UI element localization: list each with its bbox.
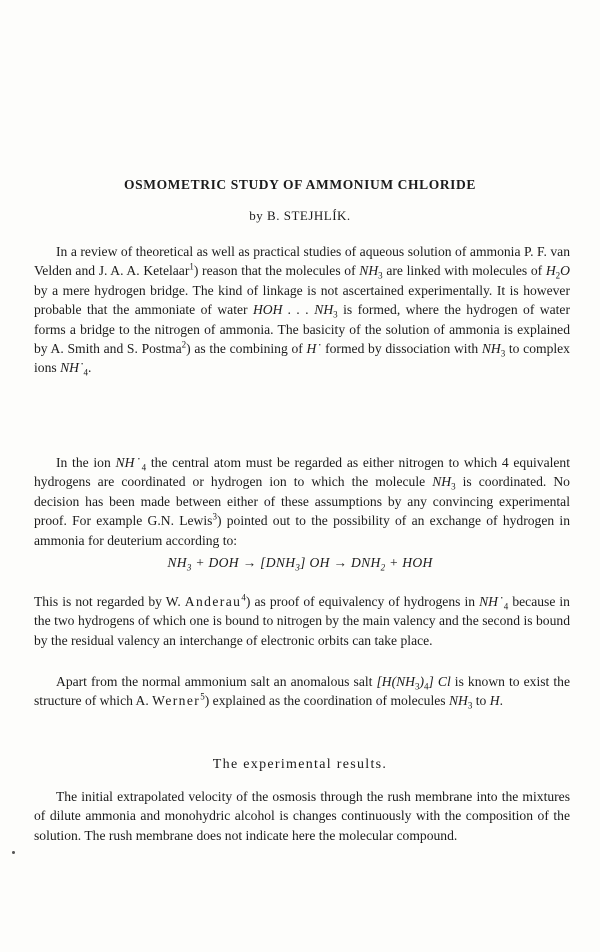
deuterium-exchange-equation: $NH_3$ + DOH → $[DNH_3]$ OH → $DNH_2$ + HOH [167,555,433,573]
paragraph-results: The initial extrapolated velocity of the osmosis through the rush membrane into the mixtures of dilute ammonia and monohydric alcohol is changes continuously with the composition of the solution. The rush membrane does not indicate here the molecular compound. [34,789,570,843]
author-byline: by B. STEJHLÍK. [249,208,351,223]
article-title: OSMOMETRIC STUDY OF AMMONIUM CHLORIDE [124,177,476,192]
section-heading: The experimental results. [212,757,388,772]
paragraph-equivalency: This is not regarded by W. Anderau$^4$) as proof of equivalency of hydrogens in $NH˙_4$ because in the two hydrogens of which one is bound to nitrogen by the main valency and the second is bound by the residual valency an interchange of electronic orbits can take place. [34,592,570,648]
scan-speck [12,851,15,854]
paragraph-anomalous-salt: Apart from the normal ammonium salt an anomalous salt $[H(NH_3)_4]$ Cl is known to exist the structure of which A. Werner$^5$) explained as the coordination of molecules $NH_3$ to H. [34,674,570,712]
paragraph-intro: In a review of theoretical as well as practical studies of aqueous solution of ammonia P. F. van Velden and J. A. A. Ketelaar$^1$) reason that the molecules of $NH_3$ are linked with molecules of $H_2O$ by a mere hydrogen bridge. The kind of linkage is not ascertained experimentally. It is however probable that the ammoniate of water HOH . . . $NH_3$ is formed, where the hydrogen of water forms a bridge to the nitrogen of ammonia. The basicity of the solution of ammonia is explained by A. Smith and S. Postma$^2$) as the combining of H˙ formed by dissociation with $NH_3$ to complex ions $NH˙_4$. [34,244,570,379]
paragraph-ion-structure: In the ion $NH˙_4$ the central atom must be regarded as either nitrogen to which 4 equivalent hydrogens are coordinated or hydrogen ion to which the molecule $NH_3$ is coordinated. No decision has been made between either of these assumptions by any convincing experimental proof. For example G.N. Lewis$^3$) pointed out to the possibility of an exchange of hydrogen in ammonia for deuterium according to: [34,455,571,548]
